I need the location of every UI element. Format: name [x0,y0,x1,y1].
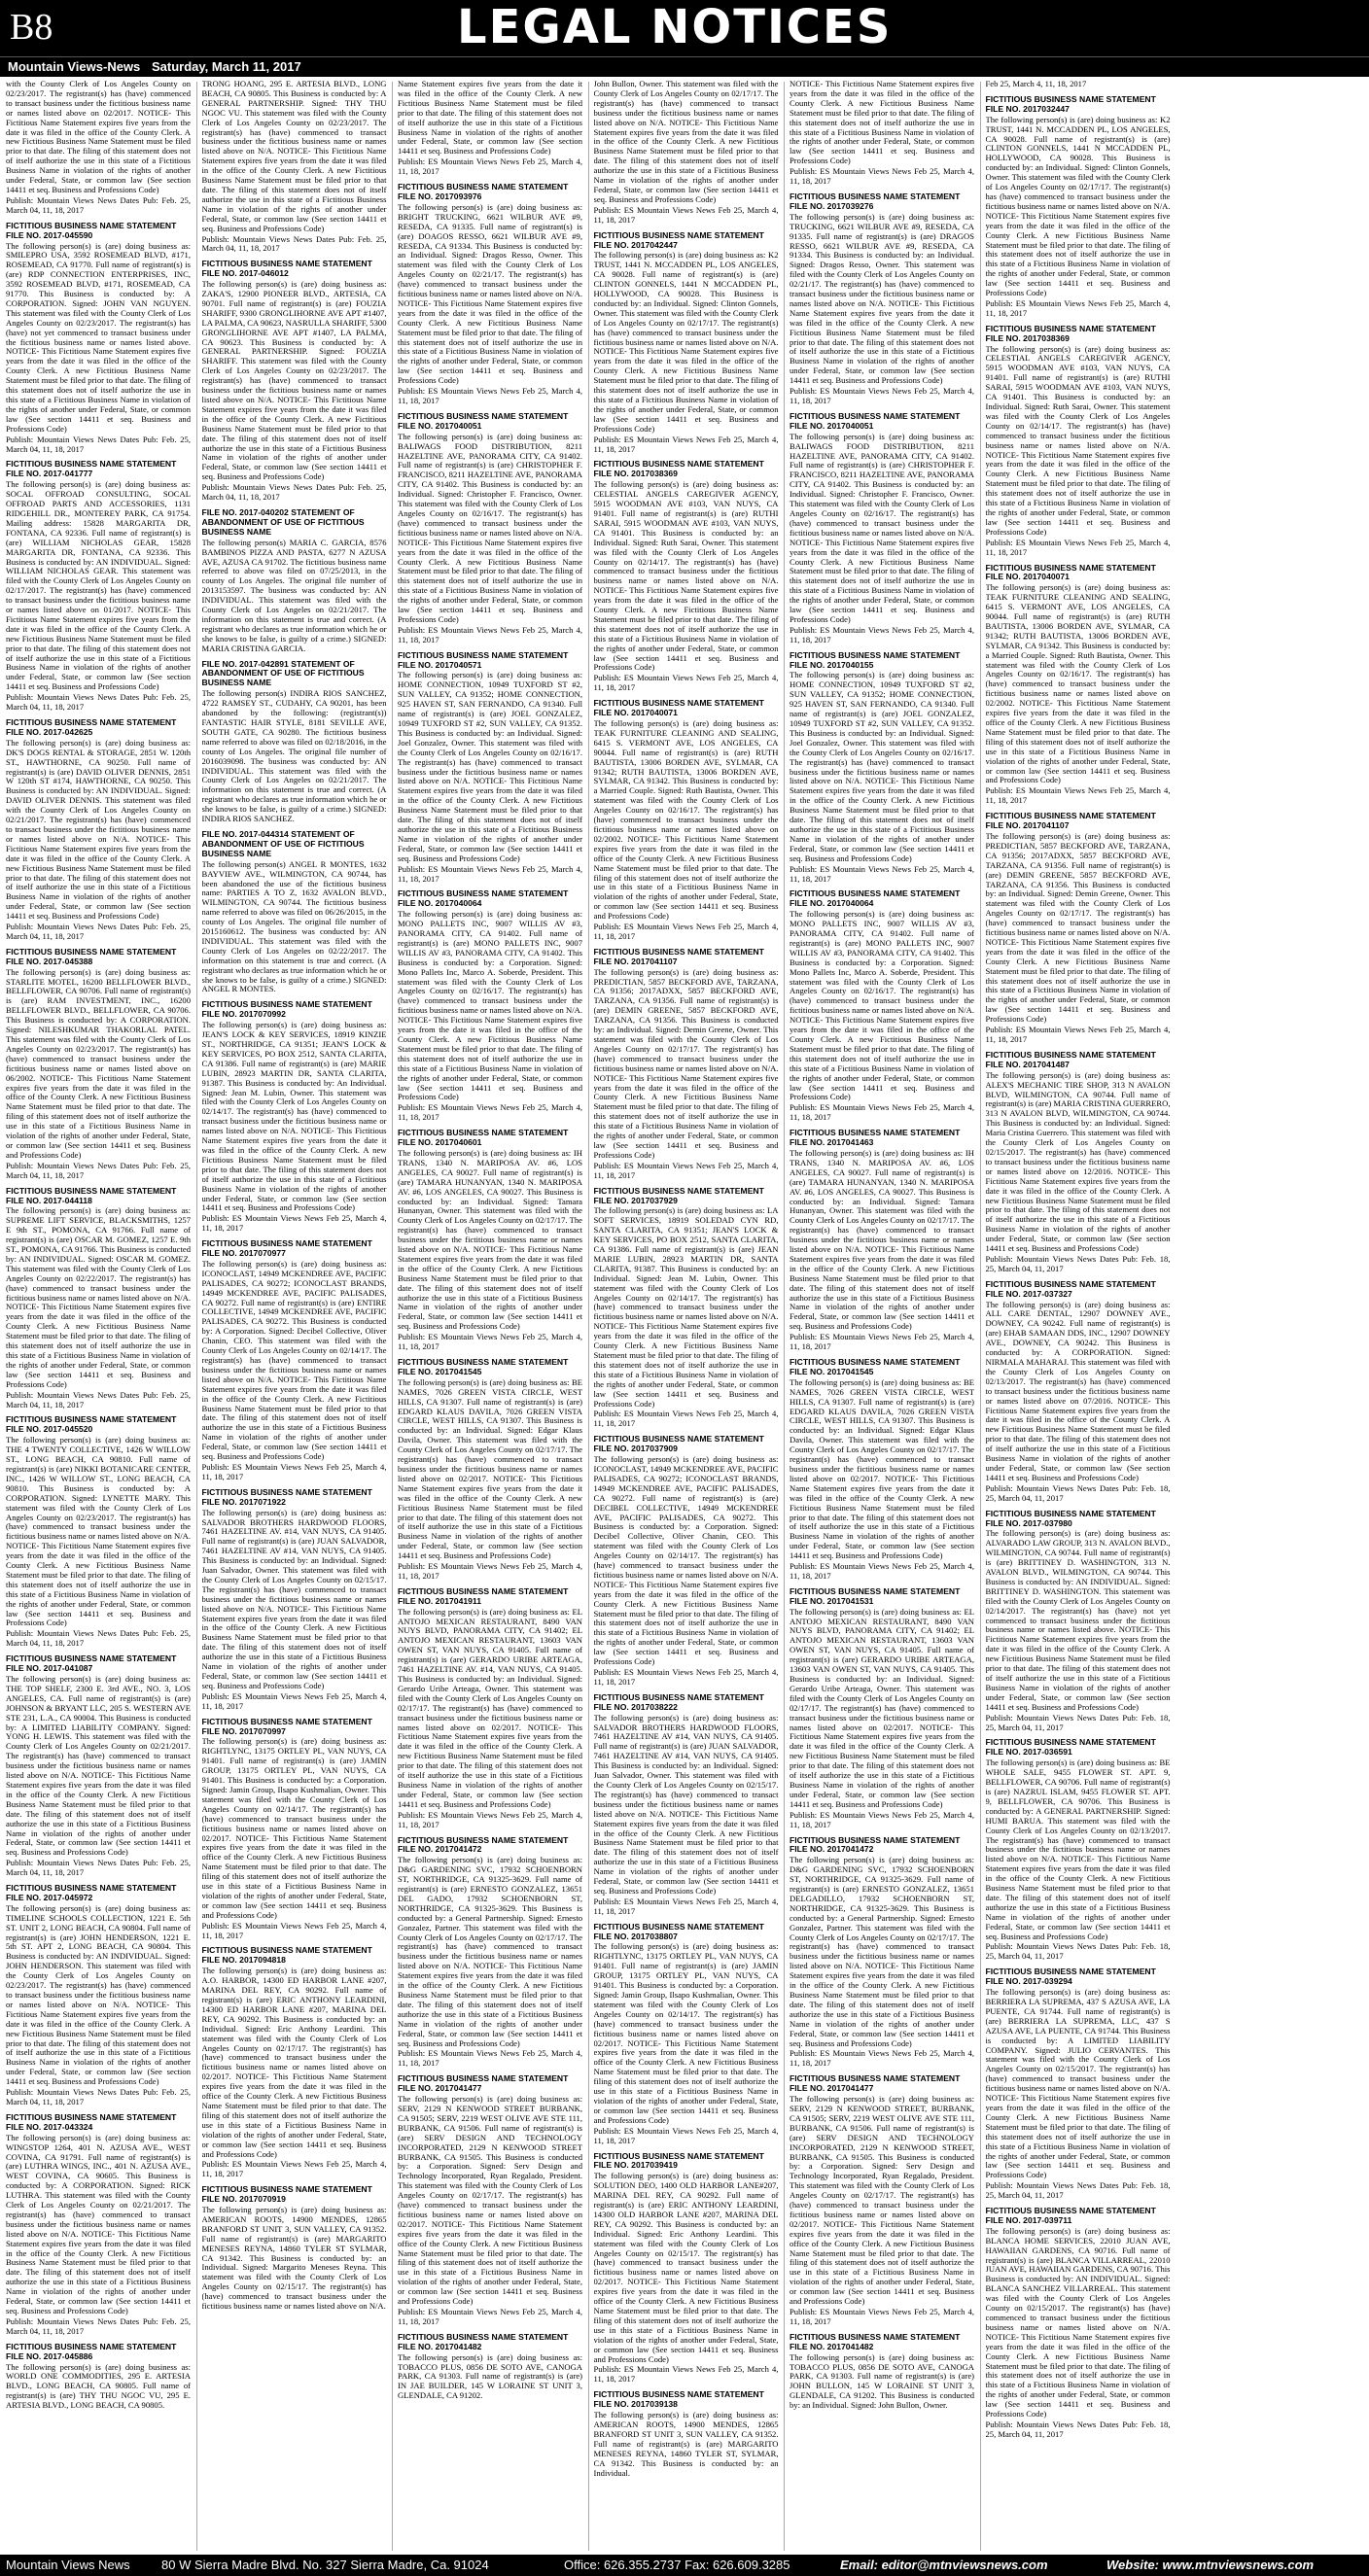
legal-notice [6,948,191,1181]
notice-heading: FICTITIOUS BUSINESS NAME STATEMENT FILE NO. 2017041477 [398,2073,569,2094]
legal-notice [790,2333,974,2411]
notice-heading: FICTITIOUS BUSINESS NAME STATEMENT FILE NO. 2017040601 [398,1128,569,1148]
legal-notice [594,1435,779,1688]
notice-body: The following person(s) is (are) doing business as: LA SOFT SERVICES, 18919 SOLEDAD CYN RD, SANTA CLARITA, CA 91351; JEAN'S LOCK & KEY SERVICES, PO BOX 2512, SANTA CLARITA, CA 91386. Full name of registrant(s) is (are) JEAN MARIE LUBIN, 28923 MARTIN DR, SANTA CLARITA, 91387. This Business is conducted by: an Individual. Signed: Jean M. Lubin, Owner. This statement was filed with the County Clerk of Los Angeles County on 02/14/17. The registrant(s) has (have) commenced to transact business under the fictitious business name or names listed above on N/A. NOTICE- This Fictitious Name Statement expires five years from the date it was filed in the office of the County Clerk. A new Fictitious Business Name Statement must be filed prior to that date. The filing of this statement does not of itself authorize the use in this state of a Fictitious Business Name in violation of the rights of another under Federal, State, or common law (See section 14411 et seq. Business and Professions Code) [593,1205,779,1409]
legal-notice [594,1693,779,1917]
notice-publish-dates: Publish: ES Mountain Views News Feb 25, March 4, 11, 18, 2017 [201,1213,387,1234]
notice-body: The following person(s) is (are) doing business as: WORLD ONE COMMODITIES, 295 E. ARTESIA BLVD., LONG BEACH, CA 90805. Full name of registrant(s) is (are) THY THU NGOC VU, 295 E. ARTESIA BLVD., LONG BEACH, CA 90805. [6,2361,191,2411]
legal-notice [398,1358,582,1582]
column-rule [588,82,589,2551]
notice-body: The following person(s) is (are) doing business as: A.O. HARBOR, 14300 ED HARBOR LANE #207, MARINA DEL REY, CA 90292. Full name of registrant(s) is (are) ERIC ANTHONY LEARDINI, 14300 ED HARBOR LANE #207, MARINA DEL REY, CA 90292. This Business is conducted by: an Individual. Signed: Eric Anthony Leardini. This statement was filed with the County Clerk of Los Angeles County on 02/17/17. The registrant(s) has (have) commenced to transact business under the fictitious business name or names listed above on 02/2017. NOTICE- This Fictitious Name Statement expires five years from the date it was filed in the office of the County Clerk. A new Fictitious Business Name Statement must be filed prior to that date. The filing of this statement does not of itself authorize the use in this state of a Fictitious Business Name in violation of the rights of another under Federal, State, or common law (See section 14411 et seq. Business and Professions Code) [201,1966,387,2159]
notice-publish-dates: Publish: Mountain Views News Dates Pub: Feb. 25, March 04, 11, 18, 2017 [6,922,191,941]
notice-heading: FICTITIOUS BUSINESS NAME STATEMENT FILE NO. 2017041107 [593,946,764,966]
legal-notice [790,80,974,187]
notice-body: The following person(s) is (are) doing business as: THE 4 TWENTY COLLECTIVE, 1426 W WILLOW ST., LONG BEACH, CA 90810. Full name of registrant(s) is (are) NIKKI BOTANICARE CENTER, INC., 1426 W WILLOW ST., LONG BEACH, CA 90810. This Business is conducted by: A CORPORATION. Signed: LYNETTE MARY. This statement was filed with the County Clerk of Los Angeles County on 02/23/2017. The registrant(s) has (have) commenced to transact business under the fictitious business name or names listed above on N/A. NOTICE- This Fictitious Name Statement expires five years from the date it was filed in the office of the County Clerk. A new Fictitious Business Name Statement must be filed prior to that date. The filing of this statement does not of itself authorize the use in this state of a Fictitious Business Name in violation of the rights of another under Federal, State, or common law (See section 14411 et seq. Business and Professions Code) [6,1435,191,1628]
notice-publish-dates: Publish: ES Mountain Views News Feb 25, March 4, 11, 18, 2017 [593,2125,779,2145]
notice-body: The following person(s) is (are) doing business as: BALIWAGS FOOD DISTRIBUTION, 8211 HAZELTINE AVE, PANORAMA CITY, CA 91402. Full name of registrant(s) is (are) CHRISTOPHER F. FRANCISCO, 8211 HAZELTINE AVE, PANORAMA CITY, CA 91402. This Business is conducted by: an Individual. Signed: Christopher F. Francisco, Owner. This statement was filed with the County Clerk of Los Angeles County on 02/16/17. The registrant(s) has (have) commenced to transact business under the fictitious business name or names listed above on N/A. NOTICE- This Fictitious Name Statement expires five years from the date it was filed in the office of the County Clerk. A new Fictitious Business Name Statement must be filed prior to that date. The filing of this statement does not of itself authorize the use in this state of a Fictitious Business Name in violation of the rights of another under Federal, State, or common law (See section 14411 et seq. Business and Professions Code) [790,431,974,624]
legal-notice [202,2185,387,2312]
legal-notice [790,192,974,406]
notice-publish-dates: Publish: ES Mountain Views News Feb 25, March 4, 11, 18, 2017 [201,1920,387,1940]
notice-heading: FICTITIOUS BUSINESS NAME STATEMENT FILE NO. 2017041472 [398,1834,569,1855]
notice-body: The following person(s) is (are) doing business as: ZAKA'S, 12900 PIONEER BLVD., ARTESIA, CA 90701. Full name of registrant(s) is (are) FOUZIA SHARIFF, 9300 GRONGLIHORNE AVE APT #1407, LA PALMA, CA 90623, NASRULLA SHARIFF, 5300 GRONGLIHORNE AVE APT #1407, LA PALMA, CA 90623. This Business is conducted by: A GENERAL PARTNERSHIP. Signed: FOUZIA SHARIFF. This statement was filed with the County Clerk of Los Angeles County on 02/23/2017. The registrant(s) has (have) commenced to transact business under the fictitious business name or names listed above on N/A. NOTICE- This Fictitious Name Statement expires five years from the date it was filed in the office of the County Clerk. A new Fictitious Business Name Statement must be filed prior to that date. The filing of this statement does not of itself authorize the use in this state of a Fictitious Business Name in violation of the rights of another under Federal, State, or common law (See section 14411 et seq. Business and Professions Code) [201,279,387,482]
legal-notice [986,1280,1171,1504]
notice-column [790,80,974,2553]
legal-notice [986,812,1171,1045]
notice-body: The following person(s) is (are) doing business as: K2 TRUST, 1441 N. MCCADDEN PL, LOS ANGELES, CA 90028. Full name of registrant(s) is (are) CLINTON GONNELS, 1441 N MCCADDEN PL, HOLLYWOOD, CA 90028. This Business is conducted by: an Individual. Signed: Clinton Gonnels, Owner. This statement was filed with the County Clerk of Los Angeles County on 02/17/17. The registrant(s) has (have) commenced to transact business under the fictitious business name or names listed above on N/A. NOTICE- This Fictitious Name Statement expires five years from the date it was filed in the office of the County Clerk. A new Fictitious Business Name Statement must be filed prior to that date. The filing of this statement does not of itself authorize the use in this state of a Fictitious Business Name in violation of the rights of another under Federal, State, or common law (See section 14411 et seq. Business and Professions Code) [593,250,779,434]
notice-body: The following person(s) ANGEL R MONTES, 1632 BAYVIEW AVE., WILMINGTON, CA 90744, has been abandoned the use of the fictitious business name: PARTIES A TO Z, 1632 AVALON BLVD., WILMINGTON, CA 90744. The fictitious business name referred to above was filed on 06/26/2015, in the county of Los Angeles. The original file number of 2015160612. The business was conducted by: AN INDIVIDUAL. This statement was filed with the County Clerk of Los Angeles on 02/22/2017. The information on this statement is true and correct. (A registrant who declares as true information which he or she knows to be false, is guilty of a crime.) SIGNED: ANGEL R MONTES. [201,858,387,994]
notice-heading: FICTITIOUS BUSINESS NAME STATEMENT FILE NO. 2017093976 [398,182,569,201]
notice-body: NOTICE- This Fictitious Name Statement expires five years from the date it was filed in the office of the County Clerk. A new Fictitious Business Name Statement must be filed prior to that date. The filing of this statement does not of itself authorize the use in this state of a Fictitious Business Name in violation of the rights of another under Federal, State, or common law (See section 14411 et seq. Business and Professions Code) [790,80,974,166]
notice-publish-dates: Publish: ES Mountain Views News Feb 25, March 4, 11, 18, 2017 [398,863,582,884]
legal-notice [986,1510,1171,1733]
notice-publish-dates: Publish: Mountain Views News Dates Pub: Feb. 18, 25, March 04, 11, 2017 [985,2419,1171,2439]
notice-heading: FICTITIOUS BUSINESS NAME STATEMENT FILE NO. 2017039419 [593,2150,764,2171]
notice-heading: FICTITIOUS BUSINESS NAME STATEMENT FILE NO. 2017040071 [593,698,764,718]
notice-body: The following person(s) is (are) doing business as: AMERICAN ROOTS, 14900 MENDES, 12865 BRANFORD ST UNIT 3, SUN VALLEY, CA 91352. Full name of registrant(s) is (are) MARGARITO MENESES REYNA, 14860 TYLER ST, SYLMAR, CA 91342. This Business is conducted by: an Individual. [593,2410,779,2478]
notice-publish-dates: Publish: ES Mountain Views News Feb 25, March 4, 11, 18, 2017 [985,537,1171,557]
legal-notice [594,1923,779,2146]
notice-body: The following person(s) is (are) doing business as: TEAK FURNITURE CLEANING AND SEALING, 6415 S. VERMONT AVE, LOS ANGELES, CA 90044. Full name of registrant(s) is (are) RUTH BAUTISTA, 13006 BORDEN AVE, SYLMAR, CA 91342; RUTH BAUTISTA, 13006 BORDEN AVE, SYLMAR, CA 91342. This Business is conducted by: a Married Couple. Signed: Ruth Bautista, Owner. This statement was filed with the County Clerk of Los Angeles County on 02/16/17. The registrant(s) has (have) commenced to transact business under the fictitious business name or names listed above on 02/2002. NOTICE- This Fictitious Name Statement expires five years from the date it was filed in the office of the County Clerk. A new Fictitious Business Name Statement must be filed prior to that date. The filing of this statement does not of itself authorize the use in this state of a Fictitious Business Name in violation of the rights of another under Federal, State, or common law (See section 14411 et seq. Business and Professions Code) [985,582,1171,785]
legal-notice [398,889,582,1123]
legal-notice [6,2343,191,2411]
notice-heading: FICTITIOUS BUSINESS NAME STATEMENT FILE NO. 2017041545 [398,1357,569,1376]
notice-body: The following person(s) is (are) doing business as: CELESTIAL ANGELS CAREGIVER AGENCY, 5915 WOODMAN AVE #103, VAN NUYS, CA 91401. Full name of registrant(s) is (are) RUTHI SARAI, 5915 WOODMAN AVE #103, VAN NUYS, CA 91401. This Business is conducted by: an Individual. Signed: Ruth Sarai, Owner. This statement was filed with the County Clerk of Los Angeles County on 02/14/17. The registrant(s) has (have) commenced to transact business under the fictitious business name or names listed above on N/A. NOTICE- This Fictitious Name Statement expires five years from the date it was filed in the office of the County Clerk. A new Fictitious Business Name Statement must be filed prior to that date. The filing of this statement does not of itself authorize the use in this state of a Fictitious Business Name in violation of the rights of another under Federal, State, or common law (See section 14411 et seq. Business and Professions Code) [985,343,1171,537]
footer-bar [0,2555,1369,2576]
notice-heading: FICTITIOUS BUSINESS NAME STATEMENT FILE NO. 2017041107 [985,811,1156,831]
legal-notice [398,651,582,885]
notice-heading: FICTITIOUS BUSINESS NAME STATEMENT FILE NO. 2017-042625 [6,717,177,737]
notice-publish-dates: Publish: Mountain Views News Dates Pub: Feb. 25, March 04, 11, 18, 2017 [201,233,387,254]
legal-notice [6,718,191,942]
notice-publish-dates: Publish: ES Mountain Views News Feb 25, March 4, 11, 18, 2017 [398,2307,582,2326]
notice-body: The following person(s) is (are) doing business as: TEAK FURNITURE CLEANING AND SEALING, 6415 S. VERMONT AVE, LOS ANGELES, CA 90044. Full name of registrant(s) is (are) RUTH BAUTISTA, 13006 BORDEN AVE, SYLMAR, CA 91342; RUTH BAUTISTA, 13006 BORDEN AVE, SYLMAR, CA 91342. This Business is conducted by: a Married Couple. Signed: Ruth Bautista, Owner. This statement was filed with the County Clerk of Los Angeles County on 02/16/17. The registrant(s) has (have) commenced to transact business under the fictitious business name or names listed above on 02/2002. NOTICE- This Fictitious Name Statement expires five years from the date it was filed in the office of the County Clerk. A new Fictitious Business Name Statement must be filed prior to that date. The filing of this statement does not of itself authorize the use in this state of a Fictitious Business Name in violation of the rights of another under Federal, State, or common law (See section 14411 et seq. Business and Professions Code) [593,718,779,922]
legal-notice [594,2152,779,2385]
notice-publish-dates: Publish: Mountain Views News Dates Pub: Feb. 25, March 04, 11, 18, 2017 [6,2315,191,2336]
legal-notice [594,699,779,942]
notice-heading: FICTITIOUS BUSINESS NAME STATEMENT FILE NO. 2017040064 [398,888,569,909]
notice-heading: FICTITIOUS BUSINESS NAME STATEMENT FILE NO. 2017-044118 [6,1185,177,1205]
notice-publish-dates: Publish: ES Mountain Views News Feb 25, March 4, 11, 18, 2017 [790,386,974,405]
legal-notice [202,508,387,654]
notice-publish-dates: Publish: ES Mountain Views News Feb 25, March 4, 11, 18, 2017 [398,386,582,405]
legal-notice [6,80,191,216]
legal-notice [594,948,779,1181]
notice-body: The following person(s) is (are) doing business as: BE NAMES, 7026 GREEN VISTA CIRCLE, WEST HILLS, CA 91307. Full name of registrant(s) is (are) EDGARD KLAUS DAVILA, 7026 GREEN VISTA CIRCLE, WEST HILLS, CA 91307. This Business is conducted by: an Individual. Signed: Edgar Klaus Davila, Owner. This statement was filed with the County Clerk of Los Angeles County on 02/17/17. The registrant(s) has (have) commenced to transact business under the fictitious business name or names listed above on 02/2017. NOTICE- This Fictitious Name Statement expires five years from the date it was filed in the office of the County Clerk. A new Fictitious Business Name Statement must be filed prior to that date. The filing of this statement does not of itself authorize the use in this state of a Fictitious Business Name in violation of the rights of another under Federal, State, or common law (See section 14411 et seq. Business and Professions Code) [790,1376,974,1561]
notice-body: The following person(s) is (are) doing business as: AMERICAN ROOTS, 14900 MENDES, 12865 BRANFORD ST UNIT 3, SUN VALLEY, CA 91352. Full name of registrant(s) is (are) MARGARITO MENESES REYNA, 14860 TYLER ST SYLMAR, CA 91342. This Business is conducted by: an Individual. Signed: Margarito Meneses Reyna. This statement was filed with the County Clerk of Los Angeles County on 02/15/17. The registrant(s) has (have) commenced to transact business under the fictitious business name or names listed above on N/A. [201,2205,387,2312]
notice-publish-dates: Publish: ES Mountain Views News Feb 25, March 4, 11, 18, 2017 [985,1025,1171,1044]
notice-publish-dates: Publish: ES Mountain Views News Feb 25, March 4, 11, 18, 2017 [790,166,974,187]
legal-notice [986,1738,1171,1962]
notice-heading: FICTITIOUS BUSINESS NAME STATEMENT FILE NO. 2017071922 [201,1486,372,1507]
masthead [0,0,1369,56]
legal-notice [202,80,387,254]
notice-heading: FICTITIOUS BUSINESS NAME STATEMENT FILE NO. 2017041482 [398,2331,569,2351]
notice-publish-dates: Publish: ES Mountain Views News Feb 25, March 4, 11, 18, 2017 [398,157,582,177]
legal-notice [790,412,974,645]
notice-body: The following person(s) is (are) doing business as: K2 TRUST, 1441 N. MCCADDEN PL, LOS ANGELES, CA 90028. Full name of registrant(s) is (are) CLINTON GONNELS, 1441 N MCCADDEN PL, HOLLYWOOD, CA 90028. This Business is conducted by: an Individual. Signed: Clinton Gonnels, Owner. This statement was filed with the County Clerk of Los Angeles County on 02/17/17. The registrant(s) has (have) commenced to transact business under the fictitious business name or names listed above on N/A. NOTICE- This Fictitious Name Statement expires five years from the date it was filed in the office of the County Clerk. A new Fictitious Business Name Statement must be filed prior to that date. The filing of this statement does not of itself authorize the use in this state of a Fictitious Business Name in violation of the rights of another under Federal, State, or common law (See section 14411 et seq. Business and Professions Code) [985,114,1171,298]
notice-publish-dates: Publish: Mountain Views News Dates Pub: Feb. 18, 25, March 04, 11, 2017 [985,1482,1171,1503]
legal-notice [6,1654,191,1878]
issue-date: Saturday, March 11, 2017 [152,59,301,74]
notice-body: The following person(s) is (are) doing business as: BRIGHT TRUCKING, 6621 WILBUR AVE #9, RESEDA, CA 91335. Full name of registrant(s) is (are) DOAGOS RESSO, 6621 WILBUR AVE #9, RESEDA, CA 91334. This Business is conducted by: an Individual. Signed: Dragos Resso, Owner. This statement was filed with the County Clerk of Los Angeles County on 02/21/17. The registrant(s) has (have) commenced to transact business under the fictitious business name or names listed above on N/A. NOTICE- This Fictitious Name Statement expires five years from the date it was filed in the office of the County Clerk. A new Fictitious Business Name Statement must be filed prior to that date. The filing of this statement does not of itself authorize the use in this state of a Fictitious Business Name in violation of the rights of another under Federal, State, or common law (See section 14411 et seq. Business and Professions Code) [398,201,582,386]
notice-publish-dates: Publish: ES Mountain Views News Feb 25, March 4, 11, 18, 2017 [398,1102,582,1123]
notice-publish-dates: Publish: Mountain Views News Dates Pub: Feb. 25, March 04, 11, 18, 2017 [6,1858,191,1878]
legal-notice [6,1884,191,2107]
notice-publish-dates: Publish: ES Mountain Views News Feb 25, March 4, 11, 18, 2017 [593,434,779,454]
publication-bar [0,56,1369,77]
notice-publish-dates: Publish: ES Mountain Views News Feb 25, March 4, 11, 18, 2017 [398,624,582,644]
footer-phones: Office: 626.355.2737 Fax: 626.609.3285 [564,2558,790,2572]
notice-body: The following person(s) is (are) doing business as: BALIWAGS FOOD DISTRIBUTION, 8211 HAZELTINE AVE, PANORAMA CITY, CA 91402. Full name of registrant(s) is (are) CHRISTOPHER F. FRANCISCO, 8211 HAZELTINE AVE, PANORAMA CITY, CA 91402. This Business is conducted by: an Individual. Signed: Christopher F. Francisco, Owner. This statement was filed with the County Clerk of Los Angeles County on 02/16/17. The registrant(s) has (have) commenced to transact business under the fictitious business name or names listed above on N/A. NOTICE- This Fictitious Name Statement expires five years from the date it was filed in the office of the County Clerk. A new Fictitious Business Name Statement must be filed prior to that date. The filing of this statement does not of itself authorize the use in this state of a Fictitious Business Name in violation of the rights of another under Federal, State, or common law (See section 14411 et seq. Business and Professions Code) [398,431,582,624]
notice-body: The following person(s) is (are) doing business as: TRUCKING, 6621 WILBUR AVE #9, RESEDA, CA 91335. Full name of registrant(s) is (are) DRAGOS RESSO, 6621 WILBUR AVE #9, RESEDA, CA 91334. This Business is conducted by: an Individual. Signed: Dragos Resso, Owner. This statement was filed with the County Clerk of Los Angeles County on 02/21/17. The registrant(s) has (have) commenced to transact business under the fictitious business name or names listed above on N/A. NOTICE- This Fictitious Name Statement expires five years from the date it was filed in the office of the County Clerk. A new Fictitious Business Name Statement must be filed prior to that date. The filing of this statement does not of itself authorize the use in this state of a Fictitious Business Name in violation of the rights of another under Federal, State, or common law (See section 14411 et seq. Business and Professions Code) [790,211,974,386]
notice-publish-dates: Publish: ES Mountain Views News Feb 25, March 4, 11, 18, 2017 [985,785,1171,806]
notice-body: Feb 25, March 4, 11, 18, 2017 [985,80,1087,88]
notice-publish-dates: Publish: ES Mountain Views News Feb 25, March 4, 11, 18, 2017 [790,1332,974,1352]
notice-body: The following person(s) is (are) doing business as: PREDICTIAN, 5857 BECKFORD AVE, TARZANA, CA 91356; 2017ADXX, 5857 BECKFORD AVE, TARZANA, CA 91356. Full name of registrant(s) is (are) DEMIN GREENE, 5857 BECKFORD AVE, TARZANA, CA 91356. This Business is conducted by: an Individual. Signed: Demin Greene, Owner. This statement was filed with the County Clerk of Los Angeles County on 02/17/17. The registrant(s) has (have) commenced to transact business under the fictitious business name or names listed above on N/A. NOTICE- This Fictitious Name Statement expires five years from the date it was filed in the office of the County Clerk. A new Fictitious Business Name Statement must be filed prior to that date. The filing of this statement does not of itself authorize the use in this state of a Fictitious Business Name in violation of the rights of another under Federal, State, or common law (See section 14411 et seq. Business and Professions Code) [985,830,1171,1025]
notice-body: with the County Clerk of Los Angeles County on 02/23/2017. The registrant(s) has (have) commenced to transact business under the fictitious business name or names listed above on 02/2017. NOTICE- This Fictitious Name Statement expires five years from the date it was filed in the office of the County Clerk. A new Fictitious Business Name Statement must be filed prior to that date. The filing of this statement does not of itself authorize the use in this state of a Fictitious Business Name in violation of the rights of another under Federal, State, or common law (See section 14411 et seq. Business and Professions Code) [6,80,191,194]
notice-heading: FICTITIOUS BUSINESS NAME STATEMENT FILE NO. 2017041545 [790,1357,961,1376]
notice-body: The following person(s) is (are) doing business as: DK'S DOGS RENTAL & STORAGE, 2851 W. 120th ST., HAWTHORNE, CA 90250. Full name of registrant(s) is (are) DAVID OLIVER DENNIS, 2851 W 120th ST #174, HAWTHORNE, CA 90250. This Business is conducted by: AN INDIVIDUAL. Signed: DAVID OLIVER DENNIS. This statement was filed with the County Clerk of Los Angeles County on 02/21/2017. The registrant(s) has (have) commenced to transact business under the fictitious business name or names listed above on N/A. NOTICE- This Fictitious Name Statement expires five years from the date it was filed in the office of the County Clerk. A new Fictitious Business Name Statement must be filed prior to that date. The filing of this statement does not of itself authorize the use in this state of a Fictitious Business Name in violation of the rights of another under Federal, State, or common law (See section 14411 et seq. Business and Professions Code) [6,737,191,922]
notice-heading: FICTITIOUS BUSINESS NAME STATEMENT FILE NO. 2017038807 [593,1921,764,1941]
notice-heading: FICTITIOUS BUSINESS NAME STATEMENT FILE NO. 2017041472 [790,1834,961,1855]
notice-publish-dates: Publish: ES Mountain Views News Feb 25, March 4, 11, 18, 2017 [593,204,779,225]
legal-notice [398,183,582,406]
column-rule [980,82,981,2551]
notice-heading: FICTITIOUS BUSINESS NAME STATEMENT FILE NO. 2017040071 [985,562,1156,582]
notice-heading: FICTITIOUS BUSINESS NAME STATEMENT FILE NO. 2017-046012 [201,259,372,279]
notice-publish-dates: Publish: ES Mountain Views News Feb 25, March 4, 11, 18, 2017 [790,863,974,884]
notice-heading: FILE NO. 2017-042891 STATEMENT OF ABANDONMENT OF USE OF FICTITIOUS BUSINESS NAME [201,658,365,688]
notice-publish-dates: Publish: ES Mountain Views News Feb 25, March 4, 11, 18, 2017 [201,2159,387,2179]
notice-body: The following person(s) is (are) doing business as: BE WHOLE SALE, 9455 FLOWER ST. APT. 9, BELLFLOWER, CA 90706. Full name of registrant(s) is (are) NAZRUL ISLAM, 9455 FLOWER ST. APT. 9, BELLFLOWER, CA 90706. This Business is conducted by: A GENERAL PARTNERSHIP. Signed: HUMI BARUA. This statement was filed with the County Clerk of Los Angeles County on 02/13/2017. The registrant(s) has (have) commenced to transact business under the fictitious business name or names listed above on N/A. NOTICE- This Fictitious Name Statement expires five years from the date it was filed in the office of the County Clerk. A new Fictitious Business Name Statement must be filed prior to that date. The filing of this statement does not of itself authorize the use in this state of a Fictitious Business Name in violation of the rights of another under Federal, State, or common law (See section 14411 et seq. Business and Professions Code) [985,1758,1171,1941]
notice-publish-dates: Publish: Mountain Views News Dates Pub: Feb. 18, 25, March 04, 11, 2017 [985,1253,1171,1273]
notice-heading: FICTITIOUS BUSINESS NAME STATEMENT FILE NO. 2017040571 [398,649,569,670]
notice-publish-dates: Publish: ES Mountain Views News Feb 25, March 4, 11, 18, 2017 [790,624,974,644]
notice-heading: FICTITIOUS BUSINESS NAME STATEMENT FILE NO. 2017037909 [593,1434,764,1454]
notice-publish-dates: Publish: ES Mountain Views News Feb 25, March 4, 11, 18, 2017 [201,1461,387,1481]
notice-publish-dates: Publish: ES Mountain Views News Feb 25, March 4, 11, 18, 2017 [398,1332,582,1352]
legal-notice [6,1415,191,1649]
notice-publish-dates: Publish: ES Mountain Views News Feb 25, March 4, 11, 18, 2017 [593,1667,779,1687]
legal-notice [202,1718,387,1941]
notice-publish-dates: Publish: Mountain Views News Dates Pub: Feb. 18, 25, March 04, 11, 2017 [985,2180,1171,2201]
notice-body: The following person(s) is (are) doing business as: PREDICTIAN, 5857 BECKFORD AVE, TARZANA, CA 91356; 2017ADXX, 5857 BECKFORD AVE, TARZANA, CA 91356. Full name of registrant(s) is (are) DEMIN GREENE, 5857 BECKFORD AVE, TARZANA, CA 91356. This Business is conducted by: an Individual. Signed: Demin Greene, Owner. This statement was filed with the County Clerk of Los Angeles County on 02/17/17. The registrant(s) has (have) commenced to transact business under the fictitious business name or names listed above on N/A. NOTICE- This Fictitious Name Statement expires five years from the date it was filed in the office of the County Clerk. A new Fictitious Business Name Statement must be filed prior to that date. The filing of this statement does not of itself authorize the use in this state of a Fictitious Business Name in violation of the rights of another under Federal, State, or common law (See section 14411 et seq. Business and Professions Code) [593,966,779,1160]
legal-notice [6,222,191,455]
footer-email[interactable]: Email: editor@mtnviewsnews.com [840,2558,1048,2572]
notice-publish-dates: Publish: ES Mountain Views News Feb 25, March 4, 11, 18, 2017 [593,1896,779,1916]
notice-heading: FICTITIOUS BUSINESS NAME STATEMENT FILE NO. 2017041487 [985,1049,1156,1069]
notice-publish-dates: Publish: ES Mountain Views News Feb 25, March 4, 11, 18, 2017 [790,2307,974,2326]
page-number: B8 [10,7,53,48]
notice-heading: FICTITIOUS BUSINESS NAME STATEMENT FILE NO. 2017-045886 [6,2341,177,2361]
notice-body: The following person(s) is (are) doing business as: SMILEPRO USA, 3592 ROSEMEAD BLVD, #171, ROSEMEAD, CA 91770. Full name of registrant(s) is (are) RDP CONNECTION ENTERPRISES, INC, 3592 ROSEMEAD BLVD, #171, ROSEMEAD, CA 91770. This Business is conducted by: A CORPORATION. Signed: JOHN VAN NGUYEN. This statement was filed with the County Clerk of Los Angeles County on 02/23/2017. The registrant(s) has (have) not yet commenced to transact business under the fictitious business name or names listed above. NOTICE- This Fictitious Name Statement expires five years from the date it was filed in the office of the County Clerk. A new Fictitious Business Name Statement must be filed prior to that date. The filing of this statement does not of itself authorize the use in this state of a Fictitious Business Name in violation of the rights of another under Federal, State, or common law (See section 14411 et seq. Business and Professions Code) [6,240,191,434]
legal-notice [594,2390,779,2478]
column-rule [392,82,393,2551]
legal-notice [202,1488,387,1712]
notice-heading: FICTITIOUS BUSINESS NAME STATEMENT FILE NO. 2017032447 [985,93,1156,114]
notice-body: The following person(s) is (are) doing business as: CELESTIAL ANGELS CAREGIVER AGENCY, 5915 WOODMAN AVE #103, VAN NUYS, CA 91401. Full name of registrant(s) is (are) RUTHI SARAI, 5915 WOODMAN AVE #103, VAN NUYS, CA 91401. This Business is conducted by: an Individual. Signed: Ruth Sarai, Owner. This statement was filed with the County Clerk of Los Angeles County on 02/14/17. The registrant(s) has (have) commenced to transact business under the fictitious business name or names listed above on N/A. NOTICE- This Fictitious Name Statement expires five years from the date it was filed in the office of the County Clerk. A new Fictitious Business Name Statement must be filed prior to that date. The filing of this statement does not of itself authorize the use in this state of a Fictitious Business Name in violation of the rights of another under Federal, State, or common law (See section 14411 et seq. Business and Professions Code) [593,479,779,673]
notice-publish-dates: Publish: ES Mountain Views News Feb 25, March 4, 11, 18, 2017 [790,1102,974,1123]
legal-notice [986,1051,1171,1274]
legal-notice [202,830,387,994]
notice-heading: FICTITIOUS BUSINESS NAME STATEMENT FILE NO. 2017-045972 [6,1883,177,1902]
notice-publish-dates: Publish: ES Mountain Views News Feb 25, March 4, 11, 18, 2017 [593,922,779,941]
notice-publish-dates: Publish: Mountain Views News Dates Pub: Feb. 25, March 04, 11, 18, 2017 [6,1628,191,1649]
notice-body: The following person(s) is (are) doing business as: ICONOCLAST, 14949 MCKENDREE AVE, PACIFIC PALISADES, CA 90272; ICONOCLAST BRANDS, 14949 MCKENDREE AVE, PACIFIC PALISADES, CA 90272. Full name of registrant(s) is (are) ENTIRE COLLECTIVE, 14949 MCKENDREE AVE, PACIFIC PALISADES, CA 90272. This Business is conducted by: A Corporation. Signed: Decibel Collective, Oliver Chanin, CEO. This statement was filed with the County Clerk of Los Angeles County on 02/14/17. The registrant(s) has (have) commenced to transact business under the fictitious business name or names listed above on N/A. NOTICE- This Fictitious Name Statement expires five years from the date it was filed in the office of the County Clerk. A new Fictitious Business Name Statement must be filed prior to that date. The filing of this statement does not of itself authorize the use in this state of a Fictitious Business Name in violation of the rights of another under Federal, State, or common law (See section 14411 et seq. Business and Professions Code) [201,1258,387,1462]
legal-notice [6,1187,191,1410]
legal-notice [594,1187,779,1430]
legal-notice [986,325,1171,558]
notice-body: John Bullon, Owner. This statement was filed with the County Clerk of Los Angeles County on 02/17/17. The registrant(s) has (have) commenced to transact business under the fictitious business name or names listed above on N/A. NOTICE- This Fictitious Name Statement expires five years from the date it was filed in the office of the County Clerk. A new Fictitious Business Name Statement must be filed prior to that date. The filing of this statement does not of itself authorize the use in this state of a Fictitious Business Name in violation of the rights of another under Federal, State, or common law (See section 14411 et seq. Business and Professions Code) [593,80,779,204]
legal-notice [398,1587,582,1830]
notice-body: The following person(s) is (are) doing business as: SERV, 2129 N KENWOOD STREET, BURBANK, CA 91505; SERV, 2219 WEST OLIVE AVE STE 111, BURBANK, CA 91506. Full name of registrant(s) is (are) SERV DESIGN AND TECHNOLOGY INCORPORATED, 2129 N KENWOOD STREET, BURBANK, CA 91505. This Business is conducted by: a Corporation. Signed: Serv Design and Technology Incorporated, Ryan Regalado, President. This statement was filed with the County Clerk of Los Angeles County on 02/17/17. The registrant(s) has (have) commenced to transact business under the fictitious business name or names listed above on 02/2017. NOTICE- This Fictitious Name Statement expires five years from the date it was filed in the office of the County Clerk. A new Fictitious Business Name Statement must be filed prior to that date. The filing of this statement does not of itself authorize the use in this state of a Fictitious Business Name in violation of the rights of another under Federal, State, or common law (See section 14411 et seq. Business and Professions Code) [790,2094,974,2307]
notice-publish-dates: Publish: ES Mountain Views News Feb 25, March 4, 11, 18, 2017 [593,673,779,693]
notice-body: The following person(s) is (are) doing business as: BERRIERA LA SUPREMA, 437 S AZUSA AVE, LA PUENTE, CA 91744. Full name of registrant(s) is (are) BERRIERA LA SUPREMA, LLC, 437 S AZUSA AVE, LA PUENTE, CA 91744. This Business is conducted by: A LIMITED LIABILITY COMPANY. Signed: JULIO CERVANTES. This statement was filed with the County Clerk of Los Angeles County on 02/15/2017. The registrant(s) has (have) commenced to transact business under the fictitious business name or names listed above on N/A. NOTICE- This Fictitious Name Statement expires five years from the date it was filed in the office of the County Clerk. A new Fictitious Business Name Statement must be filed prior to that date. The filing of this statement does not of itself authorize the use in this state of a Fictitious Business Name in violation of the rights of another under Federal, State, or common law (See section 14411 et seq. Business and Professions Code) [985,1987,1171,2180]
notice-body: The following person(s) is (are) doing business as: EL ANTOJO MEXICAN RESTAURANT, 8490 VAN NUYS BLVD, PANORAMA CITY, CA 91402; EL ANTOJO MEXICAN RESTAURANT, 13603 VAN OWEN ST, VAN NUYS, CA 91405. Full name of registrant(s) is (are) GERARDO URIBE ARTEAGA, 13603 VAN OWEN ST, VAN NUYS, CA 91405. This Business is conducted by: an Individual. Signed: Gerardo Uribe Arteaga, Owner. This statement was filed with the County Clerk of Los Angeles County on 02/17/17. The registrant(s) has (have) commenced to transact business under the fictitious business name or names listed above on 02/2017. NOTICE- This Fictitious Name Statement expires five years from the date it was filed in the office of the County Clerk. A new Fictitious Business Name Statement must be filed prior to that date. The filing of this statement does not of itself authorize the use in this state of a Fictitious Business Name in violation of the rights of another under Federal, State, or common law (See section 14411 et seq. Business and Professions Code) [790,1606,974,1809]
notice-heading: FICTITIOUS BUSINESS NAME STATEMENT FILE NO. 2017038369 [593,459,764,479]
notice-publish-dates: Publish: ES Mountain Views News Feb 25, March 4, 11, 18, 2017 [398,2048,582,2069]
legal-notice [594,80,779,226]
footer-website[interactable]: Website: www.mtnviewsnews.com [1106,2558,1315,2572]
notice-publish-dates: Publish: ES Mountain Views News Feb 25, March 4, 11, 18, 2017 [398,1809,582,1829]
notice-column [398,80,582,2553]
notice-heading: FICTITIOUS BUSINESS NAME STATEMENT FILE NO. 2017070977 [201,1238,372,1259]
notice-body: The following person(s) is (are) doing business as: WINGSTOP 1264, 401 N. AZUSA AVE., WEST COVINA, CA 91791. Full name of registrant(s) is (are) LUTHRA WINGS, INC., 401 N. AZUSA AVE., WEST COVINA, CA 90605. This Business is conducted by: A CORPORATION. Signed: RICK LUTHRA. This statement was filed with the County Clerk of Los Angeles County on 02/21/2017. The registrant(s) has (have) commenced to transact business under the fictitious business name or names listed above on N/A. NOTICE- This Fictitious Name Statement expires five years from the date it was filed in the office of the County Clerk. A new Fictitious Business Name Statement must be filed prior to that date. The filing of this statement does not of itself authorize the use in this state of a Fictitious Business Name in violation of the rights of another under Federal, State, or common law (See section 14411 et seq. Business and Professions Code) [6,2132,191,2315]
notice-body: The following person(s) is (are) doing business as: ALEX'S MECHANIC TIRE SHOP, 313 N AVALON BLVD, WILMINGTON, CA 90744. Full name of registrant(s) is (are) MARIA CRISTINA GUERRERO, 313 N AVALON BLVD, WILMINGTON, CA 90744. This Business is conducted by: an Individual. Signed: Maria Cristina Guerrero. This statement was filed with the County Clerk of Los Angeles County on 02/15/2017. The registrant(s) has (have) commenced to transact business under the fictitious business name or names listed above on 12/2016. NOTICE- This Fictitious Name Statement expires five years from the date it was filed in the office of the County Clerk. A new Fictitious Business Name Statement must be filed prior to that date. The filing of this statement does not of itself authorize the use in this state of a Fictitious Business Name in violation of the rights of another under Federal, State, or common law (See section 14411 et seq. Business and Professions Code) [985,1069,1171,1254]
notice-heading: FICTITIOUS BUSINESS NAME STATEMENT FILE NO. 2017041463 [790,1128,961,1148]
legal-notice [986,2207,1171,2440]
notice-heading: FICTITIOUS BUSINESS NAME STATEMENT FILE NO. 2017039276 [790,191,961,211]
notice-body: The following person(s) is (are) doing business as: D&G GARDENING SVC, 17932 SCHOENBORN ST, NORTHRIDGE, CA 91325-3629. Full name of registrant(s) is (are) ERNESTO GONZALEZ, 13651 DELGADILLO, 17932 SCHOENBORN ST, NORTHRIDGE, CA 91325-3629. This Business is conducted by: a General Partnership. Signed: Ernesto Gonzalez, Partner. This statement was filed with the County Clerk of Los Angeles County on 02/17/17. The registrant(s) has (have) commenced to transact business under the fictitious business name or names listed above on N/A. NOTICE- This Fictitious Name Statement expires five years from the date it was filed in the office of the County Clerk. A new Fictitious Business Name Statement must be filed prior to that date. The filing of this statement does not of itself authorize the use in this state of a Fictitious Business Name in violation of the rights of another under Federal, State, or common law (See section 14411 et seq. Business and Professions Code) [790,1855,974,2048]
notice-body: The following person(s) is (are) doing business as: BLANCA HOME SERVICES, 22010 JUAN AVE, HAWAIIAN GARDENS, CA 90716. Full name of registrant(s) is (are) BLANCA VILLARREAL, 22010 JUAN AVE, HAWAIIAN GARDENS, CA 90716. This Business is conducted by: AN INDIVIDUAL. Signed: BLANCA SANCHEZ VILLARREAL. This statement was filed with the County Clerk of Los Angeles County on 02/15/2017. The registrant(s) has (have) commenced to transact business under the fictitious business name or names listed above on N/A. NOTICE- This Fictitious Name Statement expires five years from the date it was filed in the office of the County Clerk. A new Fictitious Business Name Statement must be filed prior to that date. The filing of this statement does not of itself authorize the use in this state of a Fictitious Business Name in violation of the rights of another under Federal, State, or common law (See section 14411 et seq. Business and Professions Code) [985,2225,1171,2419]
legal-notice [594,231,779,455]
notice-heading: FICTITIOUS BUSINESS NAME STATEMENT FILE NO. 2017070919 [201,2184,372,2205]
notice-heading: FICTITIOUS BUSINESS NAME STATEMENT FILE NO. 2017040155 [790,649,961,670]
notice-body: The following person(s) is (are) doing business as: SALVADOR BROTHERS HARDWOOD FLOORS, 7461 HAZELTINE AV. #14, VAN NUYS, CA 91405. Full name of registrant(s) is (are) JUAN SALVADOR, 7461 HAZELTINE AV #14, VAN NUYS, CA 91405. This Business is conducted by: an Individual. Signed: Juan Salvador, Owner. This statement was filed with the County Clerk of Los Angeles County on 02/15/17. The registrant(s) has (have) commenced to transact business under the fictitious business name or names listed above on N/A. NOTICE- This Fictitious Name Statement expires five years from the date it was filed in the office of the County Clerk. A new Fictitious Business Name Statement must be filed prior to that date. The filing of this statement does not of itself authorize the use in this state of a Fictitious Business Name in violation of the rights of another under Federal, State, or common law (See section 14411 et seq. Business and Professions Code) [201,1507,387,1690]
legal-notice [398,2333,582,2401]
notice-publish-dates: Publish: Mountain Views News Dates Pub: Feb. 25, March 04, 11, 18, 2017 [6,692,191,713]
notice-body: The following person(s) is (are) doing business as: ICONOCLAST, 14949 MCKENDREE AVE, PACIFIC PALISADES, CA 90272; ICONOCLAST BRANDS, 14949 MCKENDREE AVE, PACIFIC PALISADES, CA 90272. Full name of registrant(s) is (are) DECIBEL COLLECTIVE, 14949 MCKENDREE AVE, PACIFIC PALISADES, CA 90272. This Business is conducted by: a Corporation. Signed: Decibel Collective, Oliver Chanin, CEO. This statement was filed with the County Clerk of Los Angeles County on 02/14/17. The registrant(s) has (have) commenced to transact business under the fictitious business name or names listed above on N/A. NOTICE- This Fictitious Name Statement expires five years from the date it was filed in the office of the County Clerk. A new Fictitious Business Name Statement must be filed prior to that date. The filing of this statement does not of itself authorize the use in this state of a Fictitious Business Name in violation of the rights of another under Federal, State, or common law (See section 14411 et seq. Business and Professions Code) [593,1454,779,1667]
notice-publish-dates: Publish: ES Mountain Views News Feb 25, March 4, 11, 18, 2017 [790,2048,974,2069]
legal-notice [790,1587,974,1830]
notice-body: The following person(s) is (are) doing business as: MONO PALLETS INC, 9007 WILLIS AV #3, PANORAMA CITY, CA 91402. Full name of registrant(s) is (are) MONO PALLETS INC, 9007 WILLIS AV #3, PANORAMA CITY, CA 91402. This Business is conducted by: a Corporation. Signed: Mono Pallets Inc, Marco A. Soberde, President. This statement was filed with the County Clerk of Los Angeles County on 02/16/17. The registrant(s) has (have) commenced to transact business under the fictitious business name or names listed above on N/A. NOTICE- This Fictitious Name Statement expires five years from the date it was filed in the office of the County Clerk. A new Fictitious Business Name Statement must be filed prior to that date. The filing of this statement does not of itself authorize the use in this state of a Fictitious Business Name in violation of the rights of another under Federal, State, or common law (See section 14411 et seq. Business and Professions Code) [398,909,582,1102]
notice-body: The following person(s) is (are) doing business as: MONO PALLETS INC, 9007 WILLIS AV #3, PANORAMA CITY, CA 91402. Full name of registrant(s) is (are) MONO PALLETS INC, 9007 WILLIS AV #3, PANORAMA CITY, CA 91402. This Business is conducted by: a Corporation. Signed: Mono Pallets Inc, Marco A. Soberde, President. This statement was filed with the County Clerk of Los Angeles County on 02/16/17. The registrant(s) has (have) commenced to transact business under the fictitious business name or names listed above on N/A. NOTICE- This Fictitious Name Statement expires five years from the date it was filed in the office of the County Clerk. A new Fictitious Business Name Statement must be filed prior to that date. The filing of this statement does not of itself authorize the use in this state of a Fictitious Business Name in violation of the rights of another under Federal, State, or common law (See section 14411 et seq. Business and Professions Code) [790,909,974,1102]
legal-notice [398,2074,582,2327]
notice-body: The following person(s) is (are) doing business as: HOME CONNECTION, 10949 TUXFORD ST #2, SUN VALLEY, CA 91352; HOME CONNECTION, 925 HAVEN ST, SAN FERNANDO, CA 91340. Full name of registrant(s) is (are) JOEL GONZALEZ, 10949 TUXFORD ST #2, SUN VALLEY, CA 91352. This Business is conducted by: an Individual. Signed: Joel Gonzalez, Owner. This statement was filed with the County Clerk of Los Angeles County on 02/16/17. The registrant(s) has (have) commenced to transact business under the fictitious business name or names listed above on N/A. NOTICE- This Fictitious Name Statement expires five years from the date it was filed in the office of the County Clerk. A new Fictitious Business Name Statement must be filed prior to that date. The filing of this statement does not of itself authorize the use in this state of a Fictitious Business Name in violation of the rights of another under Federal, State, or common law (See section 14411 et seq. Business and Professions Code) [790,670,974,863]
notice-heading: FICTITIOUS BUSINESS NAME STATEMENT FILE NO. 2017094818 [201,1945,372,1966]
legal-notice [986,95,1171,319]
notice-publish-dates: Publish: Mountain Views News Dates Pub: Feb. 25, March 04, 11, 18, 2017 [6,194,191,215]
legal-notice [986,564,1171,807]
notice-publish-dates: Publish: ES Mountain Views News Feb 25, March 4, 11, 18, 2017 [201,1690,387,1711]
notice-body: The following person(s) is (are) doing business as: JEAN'S LOCK & KEY SERVICES, 18919 KINZIE ST., NORTHRIDGE, CA 91351; JEAN'S LOCK & KEY SERVICES, PO BOX 2512, SANTA CLARITA, CA 91386. Full name of registrant(s) is (are) MARIE LUBIN, 28923 MARTIN DR, SANTA CLARITA, 91387. This Business is conducted by: An Individual. Signed: Jean M. Lubin, Owner. This statement was filed with the County Clerk of Los Angeles County on 02/14/17. The registrant(s) has (have) commenced to transact business under the fictitious business name or names listed above on N/A. NOTICE- This Fictitious Name Statement expires five years from the date it was filed in the office of the County Clerk. A new Fictitious Business Name Statement must be filed prior to that date. The filing of this statement does not of itself authorize the use in this state of a Fictitious Business Name in violation of the rights of another under Federal, State, or common law (See section 14411 et seq. Business and Professions Code) [201,1020,387,1213]
notice-body: The following person(s) is (are) doing business as: THE TOP SHELF, 2300 E. 3rd AVE., NO. 3, LOS ANGELES, CA. Full name of registrant(s) is (are) JOHNSON & BRYANT LLC, 205 S. WESTERN AVE STE 231, L.A., CA 90004. This Business is conducted by: A LIMITED LIABILITY COMPANY. Signed: YONG H. LEWIS. This statement was filed with the County Clerk of Los Angeles County on 02/21/2017. The registrant(s) has (have) commenced to transact business under the fictitious business name or names listed above on N/A. NOTICE- This Fictitious Name Statement expires five years from the date it was filed in the office of the County Clerk. A new Fictitious Business Name Statement must be filed prior to that date. The filing of this statement does not of itself authorize the use in this state of a Fictitious Business Name in violation of the rights of another under Federal, State, or common law (See section 14411 et seq. Business and Professions Code) [6,1674,191,1858]
notice-body: The following person(s) is (are) doing business as: SOLUTION DEO, 1400 OLD HARBOR LANE#207, MARINA DEL REY, CA 90292. Full name of registrant(s) is (are) ERIC ANTHONY LEARDINI, 14300 OLD HARBOR LANE #207, MARINA DEL REY, CA 90292. This Business is conducted by: an Individual. Signed: Eric Anthony Leardini. This statement was filed with the County Clerk of Los Angeles County on 02/15/17. The registrant(s) has (have) commenced to transact business under the fictitious business name or names listed above on 02/2017. NOTICE- This Fictitious Name Statement expires five years from the date it was filed in the office of the County Clerk. A new Fictitious Business Name Statement must be filed prior to that date. The filing of this statement does not of itself authorize the use in this state of a Fictitious Business Name in violation of the rights of another under Federal, State, or common law (See section 14411 et seq. Business and Professions Code) [593,2171,779,2364]
notice-heading: FICTITIOUS BUSINESS NAME STATEMENT FILE NO. 2017070997 [201,1716,372,1736]
notice-heading: FICTITIOUS BUSINESS NAME STATEMENT FILE NO. 2017-043324 [6,2111,177,2132]
legal-notice [398,1836,582,2070]
notice-heading: FICTITIOUS BUSINESS NAME STATEMENT FILE NO. 2017041531 [790,1585,961,1606]
notice-column [202,80,387,2553]
notice-body: The following person(s) is (are) doing business as: EL ANTOJO MEXICAN RESTAURANT, 8490 VAN NUYS BLVD, PANORAMA CITY, CA 91402; EL ANTOJO MEXICAN RESTAURANT, 13603 VAN OWEN ST, VAN NUYS, CA 91405. Full name of registrant(s) is (are) GERARDO URIBE ARTEAGA, 7461 HAZELTINE AV. #14, VAN NUYS, CA 91405. This Business is conducted by: an Individual. Signed: Gerardo Uribe Arteaga, Owner. This statement was filed with the County Clerk of Los Angeles County on 02/17/17. The registrant(s) has (have) commenced to transact business under the fictitious business name or names listed above on 02/2017. NOTICE- This Fictitious Name Statement expires five years from the date it was filed in the office of the County Clerk. A new Fictitious Business Name Statement must be filed prior to that date. The filing of this statement does not of itself authorize the use in this state of a Fictitious Business Name in violation of the rights of another under Federal, State, or common law (See section 14411 et seq. Business and Professions Code) [398,1606,582,1809]
footer-publication: Mountain Views News [6,2558,130,2572]
column-rule [784,82,785,2551]
notice-heading: FILE NO. 2017-044314 STATEMENT OF ABANDONMENT OF USE OF FICTITIOUS BUSINESS NAME [201,828,365,858]
notice-body: The following person(s) MARIA C. GARCIA, 8576 BAMBINOS PIZZA AND PASTA, 6277 N AZUSA AVE, AZUSA CA 91702. The fictitious business name referred to above was filed on 07/25/2013, in the county of Los Angeles. The original file number of 2013153597. The business was conducted by: AN INDIVIDUAL. This statement was filed with the County Clerk of Los Angeles on 02/21/2017. The information on this statement is true and correct. (A registrant who declares as true information which he or she knows to be false, is guilty of a crime.) SIGNED: MARIA CRISTINA GARCIA. [201,537,387,653]
notice-heading: FICTITIOUS BUSINESS NAME STATEMENT FILE NO. 2017-041087 [6,1654,177,1674]
notice-heading: FICTITIOUS BUSINESS NAME STATEMENT FILE NO. 2017039138 [593,2389,764,2410]
notice-heading: FILE NO. 2017-040202 STATEMENT OF ABANDONMENT OF USE OF FICTITIOUS BUSINESS NAME [201,506,365,537]
legal-notice [398,80,582,177]
legal-notice [790,1358,974,1582]
notice-heading: FICTITIOUS BUSINESS NAME STATEMENT FILE NO. 2017041477 [790,2073,961,2094]
notice-publish-dates: Publish: Mountain Views News Dates Pub: Feb. 25, March 04, 11, 18, 2017 [6,1160,191,1180]
notice-heading: FICTITIOUS BUSINESS NAME STATEMENT FILE NO. 2017037929 [593,1185,764,1205]
notice-body: The following person(s) is (are) doing business as: RIGHTLYNC, 13175 ORTLEY PL, VAN NUYS, CA 91401. Full name of registrant(s) is (are) JAMIN GROUP, 13175 ORTLEY PL, VAN NUYS, CA 91401. This Business is conducted by: a Corporation. Signed: Jamin Group, Ilsapo Kushmalian, Owner. This statement was filed with the County Clerk of Los Angeles County on 02/14/17. The registrant(s) has (have) commenced to transact business under the fictitious business name or names listed above on 02/2017. NOTICE- This Fictitious Name Statement expires five years from the date it was filed in the office of the County Clerk. A new Fictitious Business Name Statement must be filed prior to that date. The filing of this statement does not of itself authorize the use in this state of a Fictitious Business Name in violation of the rights of another under Federal, State, or common law (See section 14411 et seq. Business and Professions Code) [593,1941,779,2125]
notice-publish-dates: Publish: ES Mountain Views News Feb 25, March 4, 11, 18, 2017 [985,297,1171,318]
notice-body: The following person(s) is (are) doing business as: RIGHTLYNC, 13175 ORTLEY PL, VAN NUYS, CA 91401. Full name of registrant(s) is (are) JAMIN GROUP, 13175 ORTLEY PL, VAN NUYS, CA 91401. This Business is conducted by: a Corporation. Signed: Jamin Group, Ilsapo Kushmalian, Owner. This statement was filed with the County Clerk of Los Angeles County on 02/14/17. The registrant(s) has (have) commenced to transact business under the fictitious business name or names listed above on 02/2017. NOTICE- This Fictitious Name Statement expires five years from the date it was filed in the office of the County Clerk. A new Fictitious Business Name Statement must be filed prior to that date. The filing of this statement does not of itself authorize the use in this state of a Fictitious Business Name in violation of the rights of another under Federal, State, or common law (See section 14411 et seq. Business and Professions Code) [201,1736,387,1920]
notice-publish-dates: Publish: ES Mountain Views News Feb 25, March 4, 11, 18, 2017 [593,1409,779,1429]
notice-body: The following person(s) is (are) doing business as: ALVARADO LAW GROUP, 313 N. AVALON BLVD., WILMINGTON, CA 90744. Full name of registrant(s) is (are) BRITTINEY D. WASHINGTON, 313 N. AVALON BLVD., WILMINGTON, CA 90744. This Business is conducted by: AN INDIVIDUAL. Signed: BRITTINEY D. WASHINGTON. This statement was filed with the County Clerk of Los Angeles County on 02/14/2017. The registrant(s) has (have) not yet commenced to transact business under the fictitious business name or names listed above. NOTICE- This Fictitious Name Statement expires five years from the date it was filed in the office of the County Clerk. A new Fictitious Business Name Statement must be filed prior to that date. The filing of this statement does not of itself authorize the use in this state of a Fictitious Business Name in violation of the rights of another under Federal, State, or common law (See section 14411 et seq. Business and Professions Code) [985,1528,1171,1712]
legal-notice [790,2074,974,2327]
legal-notice [986,80,1171,89]
page-title: LEGAL NOTICES [457,0,893,54]
notice-heading: FICTITIOUS BUSINESS NAME STATEMENT FILE NO. 2017070992 [201,999,372,1020]
notice-body: The following person(s) is (are) doing business as: BE NAMES, 7026 GREEN VISTA CIRCLE, WEST HILLS, CA 91307. Full name of registrant(s) is (are) EDGARD KLAUS DAVILA, 7026 GREEN VISTA CIRCLE, WEST HILLS, CA 91307. This Business is conducted by: an Individual. Signed: Edgar Klaus Davila, Owner. This statement was filed with the County Clerk of Los Angeles County on 02/17/17. The registrant(s) has (have) commenced to transact business under the fictitious business name or names listed above on 02/2017. NOTICE- This Fictitious Name Statement expires five years from the date it was filed in the office of the County Clerk. A new Fictitious Business Name Statement must be filed prior to that date. The filing of this statement does not of itself authorize the use in this state of a Fictitious Business Name in violation of the rights of another under Federal, State, or common law (See section 14411 et seq. Business and Professions Code) [398,1376,582,1561]
notice-body: The following person(s) is (are) doing business as: SOCAL OFFROAD CONSULTING, SOCAL OFFROAD PARTS AND ACCESSORIES, 1131 RIDGEHILL DR., MONTEREY PARK, CA 91754. Mailing address: 15828 MARGARITA DR, FONTANA, CA 92336. Full name of registrant(s) is (are) WILLIAM NICHOLAS GEAR, 15828 MARGARITA DR, FONTANA, CA 92336. This Business is conducted by: AN INDIVIDUAL. Signed: WILLIAM NICHOLAS GEAR. This statement was filed with the County Clerk of Los Angeles County on 02/17/2017. The registrant(s) has (have) commenced to transact business under the fictitious business name or names listed above on 01/2017. NOTICE- This Fictitious Name Statement expires five years from the date it was filed in the office of the County Clerk. A new Fictitious Business Name Statement must be filed prior to that date. The filing of this statement does not of itself authorize the use in this state of a Fictitious Business Name in violation of the rights of another under Federal, State, or common law (See section 14411 et seq. Business and Professions Code) [6,479,191,692]
legal-notice [202,1239,387,1482]
publication-name: Mountain Views-News [8,59,141,74]
notice-heading: FICTITIOUS BUSINESS NAME STATEMENT FILE NO. 2017040051 [790,410,961,431]
notice-heading: FICTITIOUS BUSINESS NAME STATEMENT FILE NO. 2017042447 [593,229,764,250]
notice-body: The following person(s) is (are) doing business as: D&G GARDENING SVC, 17932 SCHOENBORN ST, NORTHRIDGE, CA 91325-3629. Full name of registrant(s) is (are) ERNESTO GONZALEZ, 13651 DEL GADO, 17932 SCHOENBORN ST, NORTHRIDGE, CA 91325-3629. This Business is conducted by: a General Partnership. Signed: Ernesto Gonzalez, Partner. This statement was filed with the County Clerk of Los Angeles County on 02/17/17. The registrant(s) has (have) commenced to transact business under the fictitious business name or names listed above on N/A. NOTICE- This Fictitious Name Statement expires five years from the date it was filed in the office of the County Clerk. A new Fictitious Business Name Statement must be filed prior to that date. The filing of this statement does not of itself authorize the use in this state of a Fictitious Business Name in violation of the rights of another under Federal, State, or common law (See section 14411 et seq. Business and Professions Code) [398,1855,582,2048]
legal-notice [6,2113,191,2337]
legal-notice [790,889,974,1123]
legal-notice [790,1129,974,1352]
notice-body: The following person(s) is (are) doing business as: TOBACCO PLUS, 0856 DE SOTO AVE, CANOGA PARK, CA 91303. Full name of registrant(s) is (are) IN JAE BUILDER, 145 W LORAINE ST UNIT 3, GLENDALE, CA 91202. [398,2351,582,2401]
notice-publish-dates: Publish: ES Mountain Views News Feb 25, March 4, 11, 18, 2017 [593,1160,779,1180]
notice-heading: FICTITIOUS BUSINESS NAME STATEMENT FILE NO. 2017041482 [790,2331,961,2351]
notice-publish-dates: Publish: Mountain Views News Dates Pub: Feb. 18, 25, March 04, 11, 2017 [985,1712,1171,1732]
notice-body: The following person(s) INDIRA RIOS SANCHEZ, 4722 RAMSEY ST., CUDAHY, CA 90201, has been abandoned by the following: (registrant(s)) FANTASTIC HAIR STYLE, 8181 SEVILLE AVE, SOUTH GATE, CA 90280. The fictitious business name referred to above was filed on 02/18/2016, in the county of Los Angeles. The original file number of 2016039098. The business was conducted by: AN INDIVIDUAL. This statement was filed with the County Clerk of Los Angeles on 02/21/2017. The information on this statement is true and correct. (A registrant who declares as true information which he or she knows to be false, is guilty of a crime.) SIGNED: INDIRA RIOS SANCHEZ. [201,688,387,824]
notice-publish-dates: Publish: ES Mountain Views News Feb 25, March 4, 11, 18, 2017 [593,2364,779,2385]
notice-body: The following person(s) is (are) doing business as: HOME CONNECTION, 10949 TUXFORD ST #2, SUN VALLEY, CA 91352; HOME CONNECTION, 925 HAVEN ST, SAN FERNANDO, CA 91340. Full name of registrant(s) is (are) JOEL GONZALEZ, 10949 TUXFORD ST #2, SUN VALLEY, CA 91352. This Business is conducted by: an Individual. Signed: Joel Gonzalez, Owner. This statement was filed with the County Clerk of Los Angeles County on 02/16/17. The registrant(s) has (have) commenced to transact business under the fictitious business name or names listed above on N/A. NOTICE- This Fictitious Name Statement expires five years from the date it was filed in the office of the County Clerk. A new Fictitious Business Name Statement must be filed prior to that date. The filing of this statement does not of itself authorize the use in this state of a Fictitious Business Name in violation of the rights of another under Federal, State, or common law (See section 14411 et seq. Business and Professions Code) [398,670,582,863]
notice-heading: FICTITIOUS BUSINESS NAME STATEMENT FILE NO. 2017-045388 [6,946,177,966]
notice-heading: FICTITIOUS BUSINESS NAME STATEMENT FILE NO. 2017040051 [398,410,569,431]
notice-column [986,80,1171,2553]
legal-notice [790,651,974,885]
notice-heading: FICTITIOUS BUSINESS NAME STATEMENT FILE NO. 2017038369 [985,323,1156,343]
notice-body: The following person(s) is (are) doing business as: IH TRANS, 1340 N. MARIPOSA AV. #6, LOS ANGELES, CA 90027. Full name of registrant(s) is (are) TAMARA HUNANYAN, 1340 N. MARIPOSA AV. #6, LOS ANGELES, CA 90027. This Business is conducted by: an Individual. Signed: Tamara Hunanyan, Owner. This statement was filed with the County Clerk of Los Angeles County on 02/17/17. The registrant(s) has (have) commenced to transact business under the fictitious business name or names listed above on N/A. NOTICE- This Fictitious Name Statement expires five years from the date it was filed in the office of the County Clerk. A new Fictitious Business Name Statement must be filed prior to that date. The filing of this statement does not of itself authorize the use in this state of a Fictitious Business Name in violation of the rights of another under Federal, State, or common law (See section 14411 et seq. Business and Professions Code) [790,1147,974,1332]
notice-publish-dates: Publish: Mountain Views News Dates Pub: Feb. 18, 25, March 04, 11, 2017 [985,1941,1171,1962]
legal-notice [398,1129,582,1352]
notice-heading: FICTITIOUS BUSINESS NAME STATEMENT FILE NO. 2017041911 [398,1585,569,1606]
notice-column [6,80,191,2553]
notice-body: The following person(s) is (are) doing business as: SERV, 2129 N KENWOOD STREET BURBANK, CA 91505; SERV, 2219 WEST OLIVE AVE STE 111, BURBANK, CA 91506. Full name of registrant(s) is (are) SERV DESIGN AND TECHNOLOGY INCORPORATED, 2129 N KENWOOD STREET BURBANK, CA 91505. This Business is conducted by: a Corporation. Signed: Serv Design and Technology Incorporated, Ryan Regalado, President. This statement was filed with the County Clerk of Los Angeles County on 02/17/17. The registrant(s) has (have) commenced to transact business under the fictitious business name or names listed above on 02/2017. NOTICE- This Fictitious Name Statement expires five years from the date it was filed in the office of the County Clerk. A new Fictitious Business Name Statement must be filed prior to that date. The filing of this statement does not of itself authorize the use in this state of a Fictitious Business Name in violation of the rights of another under Federal, State, or common law (See section 14411 et seq. Business and Professions Code) [398,2094,582,2307]
notice-publish-dates: Publish: Mountain Views News Dates Pub: Feb. 25, March 04, 11, 18, 2017 [6,434,191,454]
notice-heading: FICTITIOUS BUSINESS NAME STATEMENT FILE NO. 2017038222 [593,1691,764,1712]
notice-publish-dates: Publish: Mountain Views News Dates Pub: Feb. 25, March 04, 11, 18, 2017 [201,482,387,503]
notice-heading: FICTITIOUS BUSINESS NAME STATEMENT FILE NO. 2017-039711 [985,2206,1156,2225]
column-rule [196,82,197,2551]
notice-heading: FICTITIOUS BUSINESS NAME STATEMENT FILE NO. 2017040064 [790,888,961,909]
legal-notice [6,460,191,713]
notice-column [594,80,779,2553]
legal-notice [202,1946,387,2179]
notice-body: Name Statement expires five years from the date it was filed in the office of the County Clerk. A new Fictitious Business Name Statement must be filed prior to that date. The filing of this statement does not of itself authorize the use in this state of a Fictitious Business Name in violation of the rights of another under Federal, State, or common law (See section 14411 et seq. Business and Professions Code) [398,80,582,157]
notice-body: TRONG HOANG, 295 E. ARTESIA BLVD., LONG BEACH, CA 90805. This Business is conducted by: A GENERAL PARTNERSHIP. Signed: THY THU NGOC VU. This statement was filed with the County Clerk of Los Angeles County on 02/23/2017. The registrant(s) has (have) commenced to transact business under the fictitious business name or names listed above on N/A. NOTICE- This Fictitious Name Statement expires five years from the date it was filed in the office of the County Clerk. A new Fictitious Business Name Statement must be filed prior to that date. The filing of this statement does not of itself authorize the use in this state of a Fictitious Business Name in violation of the rights of another under Federal, State, or common law (See section 14411 et seq. Business and Professions Code) [201,80,387,233]
footer-address: 80 W Sierra Madre Blvd. No. 327 Sierra Madre, Ca. 91024 [161,2558,489,2572]
legal-notice [202,1000,387,1234]
notice-publish-dates: Publish: ES Mountain Views News Feb 25, March 4, 11, 18, 2017 [398,1561,582,1581]
notice-body: The following person(s) is (are) doing business as: TIMELINE SCHOOLS COLLECTION, 1221 E. 5th ST. UNIT 2, LONG BEACH, CA 90804. Full name of registrant(s) is (are) JOHN HENDERSON, 1221 E. 5th ST. APT 2, LONG BEACH, CA 90804. This Business is conducted by: AN INDIVIDUAL. Signed: JOHN HENDERSON. This statement was filed with the County Clerk of Los Angeles County on 02/23/2017. The registrant(s) has (have) commenced to transact business under the fictitious business name or names listed above on N/A. NOTICE- This Fictitious Name Statement expires five years from the date it was filed in the office of the County Clerk. A new Fictitious Business Name Statement must be filed prior to that date. The filing of this statement does not of itself authorize the use in this state of a Fictitious Business Name in violation of the rights of another under Federal, State, or common law (See section 14411 et seq. Business and Professions Code) [6,1902,191,2087]
notice-heading: FICTITIOUS BUSINESS NAME STATEMENT FILE NO. 2017-039294 [985,1967,1156,1987]
notice-heading: FICTITIOUS BUSINESS NAME STATEMENT FILE NO. 2017-045520 [6,1414,177,1435]
notice-heading: FICTITIOUS BUSINESS NAME STATEMENT FILE NO. 2017-045590 [6,220,177,240]
notice-body: The following person(s) is (are) doing business as: ALL CARE DENTAL, 12907 DOWNEY AVE., DOWNEY, CA 90242. Full name of registrant(s) is (are) EHAB SAMAAN DDS, INC., 12907 DOWNEY AVE., DOWNEY, CA 90242. This Business is conducted by: A CORPORATION. Signed: NIRMALA MAHARAJ. This statement was filed with the County Clerk of Los Angeles County on 02/13/2017. The registrant(s) has (have) commenced to transact business under the fictitious business name or names listed above on 07/2016. NOTICE- This Fictitious Name Statement expires five years from the date it was filed in the office of the County Clerk. A new Fictitious Business Name Statement must be filed prior to that date. The filing of this statement does not of itself authorize the use in this state of a Fictitious Business Name in violation of the rights of another under Federal, State, or common law (See section 14411 et seq. Business and Professions Code) [985,1299,1171,1482]
notice-publish-dates: Publish: Mountain Views News Dates Pub: Feb. 25, March 04, 11, 18, 2017 [6,2087,191,2106]
notice-columns [6,80,1363,2553]
notice-publish-dates: Publish: ES Mountain Views News Feb 25, March 4, 11, 18, 2017 [790,1561,974,1581]
legal-notice [202,660,387,824]
notice-body: The following person(s) is (are) doing business as: STARLITE MOTEL, 16200 BELLFLOWER BLVD., BELLFLOWER, CA 90706. Full name of registrant(s) is (are) RAM INVESTMENT, INC., 16200 BELLFLOWER BLVD., BELLFLOWER, CA 90706. This Business is conducted by: A CORPORATION. Signed: NILESHKUMAR THAKORLAL PATEL. This statement was filed with the County Clerk of Los Angeles County on 02/23/2017. The registrant(s) has (have) commenced to transact business under the fictitious business name or names listed above on 06/2002. NOTICE- This Fictitious Name Statement expires five years from the date it was filed in the office of the County Clerk. A new Fictitious Business Name Statement must be filed prior to that date. The filing of this statement does not of itself authorize the use in this state of a Fictitious Business Name in violation of the rights of another under Federal, State, or common law (See section 14411 et seq. Business and Professions Code) [6,966,191,1160]
notice-heading: FICTITIOUS BUSINESS NAME STATEMENT FILE NO. 2017-036591 [985,1737,1156,1758]
notice-publish-dates: Publish: ES Mountain Views News Feb 25, March 4, 11, 18, 2017 [790,1809,974,1829]
legal-notice [398,412,582,645]
notice-publish-dates: Publish: Mountain Views News Dates Pub: Feb. 25, March 04, 11, 18, 2017 [6,1389,191,1410]
legal-notice [986,1967,1171,2201]
legal-notice [594,460,779,693]
notice-heading: FICTITIOUS BUSINESS NAME STATEMENT FILE NO. 2017-037980 [985,1508,1156,1528]
notice-body: The following person(s) is (are) doing business as: IH TRANS, 1340 N. MARIPOSA AV. #6, LOS ANGELES, CA 90027. Full name of registrant(s) is (are) TAMARA HUNANYAN, 1340 N. MARIPOSA AV. #6, LOS ANGELES, CA 90027. This Business is conducted by: an Individual. Signed: Tamara Hunanyan, Owner. This statement was filed with the County Clerk of Los Angeles County on 02/17/17. The registrant(s) has (have) commenced to transact business under the fictitious business name or names listed above on N/A. NOTICE- This Fictitious Name Statement expires five years from the date it was filed in the office of the County Clerk. A new Fictitious Business Name Statement must be filed prior to that date. The filing of this statement does not of itself authorize the use in this state of a Fictitious Business Name in violation of the rights of another under Federal, State, or common law (See section 14411 et seq. Business and Professions Code) [398,1147,582,1332]
notice-heading: FICTITIOUS BUSINESS NAME STATEMENT FILE NO. 2017-041777 [6,459,177,479]
notice-body: The following person(s) is (are) doing business as: SALVADOR BROTHERS HARDWOOD FLOORS, 7461 HAZELTINE AV #14, VAN NUYS, CA 91405. Full name of registrant(s) is (are) JUAN SALVADOR, 7461 HAZELTINE AV #14, VAN NUYS, CA 91405. This Business is conducted by: an Individual. Signed: Juan Salvador, Owner. This statement was filed with the County Clerk of Los Angeles County on 02/15/17. The registrant(s) has (have) commenced to transact business under the fictitious business name or names listed above on N/A. NOTICE- This Fictitious Name Statement expires five years from the date it was filed in the office of the County Clerk. A new Fictitious Business Name Statement must be filed prior to that date. The filing of this statement does not of itself authorize the use in this state of a Fictitious Business Name in violation of the rights of another under Federal, State, or common law (See section 14411 et seq. Business and Professions Code) [593,1712,779,1896]
notice-body: The following person(s) is (are) doing business as: TOBACCO PLUS, 0856 DE SOTO AVE, CANOGA PARK, CA 91303. Full name of registrant(s) is (are) JOHN BULLON, 145 W LORAINE ST UNIT 3, GLENDALE, CA 91202. This Business is conducted by: an Individual. Signed: John Bullon, Owner. [790,2351,974,2411]
notice-heading: FICTITIOUS BUSINESS NAME STATEMENT FILE NO. 2017-037327 [985,1278,1156,1299]
legal-notice [790,1836,974,2070]
notice-body: The following person(s) is (are) doing business as: SUPREME LIFT SERVICE, BLACKSMITHS, 1257 E 9th ST., POMONA, CA 91766. Full name of registrant(s) is (are) OSCAR M. GOMEZ, 1257 E. 9th ST., POMONA, CA 91766. This Business is conducted by: AN INDIVIDUAL. Signed: OSCAR M. GOMEZ. This statement was filed with the County Clerk of Los Angeles County on 02/22/2017. The registrant(s) has (have) commenced to transact business under the fictitious business name or names listed above on N/A. NOTICE- This Fictitious Name Statement expires five years from the date it was filed in the office of the County Clerk. A new Fictitious Business Name Statement must be filed prior to that date. The filing of this statement does not of itself authorize the use in this state of a Fictitious Business Name in violation of the rights of another under Federal, State, or common law (See section 14411 et seq. Business and Professions Code) [6,1205,191,1389]
legal-notice [202,260,387,503]
